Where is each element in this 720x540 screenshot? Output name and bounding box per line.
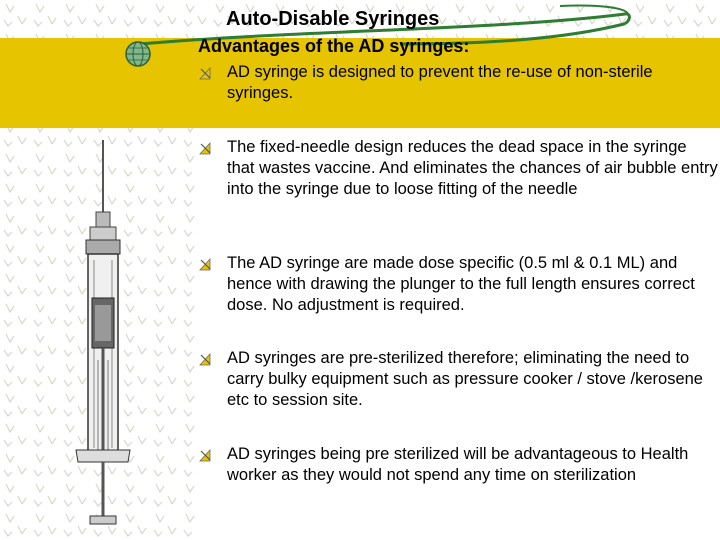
- bullet-item: [198, 348, 718, 411]
- bullet-text: AD syringes are pre-sterilized therefore; eliminating the need to carry bulky equipment such as pressure cooker / stove /kerosene etc to session site.: [227, 349, 703, 409]
- bullet-item: [198, 62, 718, 104]
- bullet-marker-icon: [198, 257, 212, 271]
- bullet-text: The fixed-needle design reduces the dead space in the syringe that wastes vaccine. And eliminates the chances of air bubble entry into the syringe due to loose fitting of the needle: [227, 138, 718, 198]
- bullet-marker-icon: [198, 66, 212, 80]
- bullet-item: [198, 444, 718, 486]
- bullet-marker-icon: [198, 141, 212, 155]
- bullet-item: [198, 137, 718, 200]
- syringe-illustration: [70, 130, 170, 530]
- bullet-marker-icon: [198, 352, 212, 366]
- globe-icon: [124, 40, 152, 68]
- bullet-text: The AD syringe are made dose specific (0.5 ml & 0.1 ML) and hence with drawing the plunger to the full length ensures correct dose. No adjustment is required.: [227, 254, 695, 314]
- slide-title: Auto-Disable Syringes: [226, 8, 440, 30]
- bullet-text: AD syringe is designed to prevent the re-use of non-sterile syringes.: [227, 63, 653, 102]
- bullet-marker-icon: [198, 448, 212, 462]
- bullet-item: [198, 253, 718, 316]
- bullet-text: AD syringes being pre sterilized will be advantageous to Health worker as they would not spend any time on sterilization: [227, 445, 689, 484]
- slide-subtitle: Advantages of the AD syringes:: [198, 36, 470, 56]
